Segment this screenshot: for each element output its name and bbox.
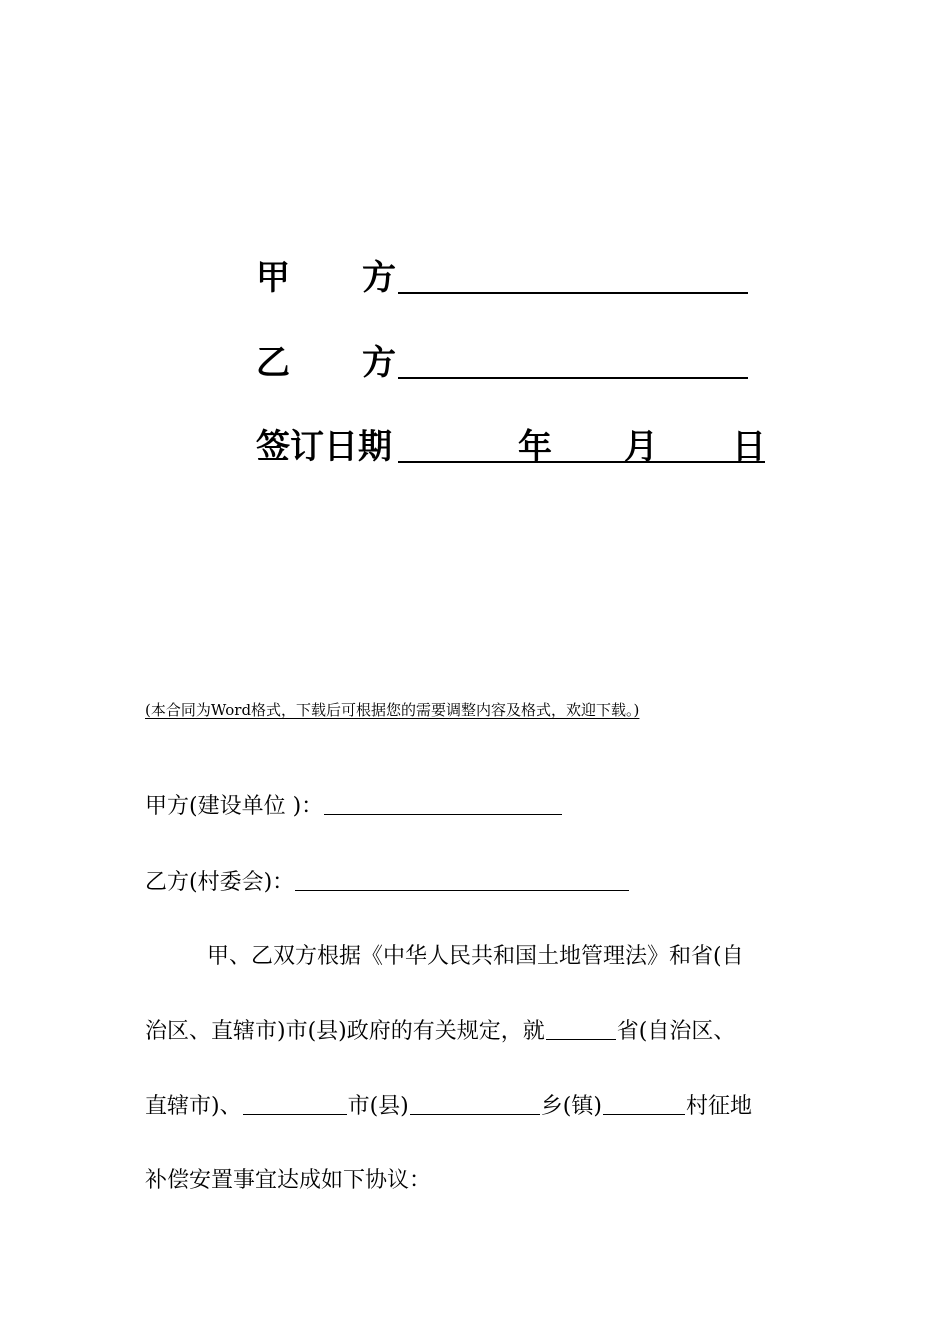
party-b-blank[interactable]: [295, 889, 629, 891]
party-b-label: 乙方(村委会)：: [145, 870, 295, 895]
agreement-line-2-text-b: 省(自治区、: [616, 1019, 736, 1044]
cover-date-day: 日: [732, 427, 766, 467]
cover-party-b-blank[interactable]: [398, 377, 748, 379]
party-a-label: 甲方(建设单位 )：: [145, 794, 324, 819]
agreement-line-4: 补偿安置事宜达成如下协议：: [145, 1168, 432, 1193]
township-blank[interactable]: [410, 1113, 540, 1115]
party-a-line: [145, 792, 563, 822]
cover-date-month: 月: [624, 427, 658, 467]
cover-date-label: 签订日期: [256, 427, 392, 467]
party-a-blank[interactable]: [324, 813, 562, 815]
cover-party-b-char1: 乙: [256, 343, 290, 383]
city-blank[interactable]: [243, 1113, 347, 1115]
agreement-line-2-text-a: 治区、直辖市)市(县)政府的有关规定，就: [145, 1019, 545, 1044]
cover-party-a-char1: 甲: [256, 258, 290, 298]
agreement-line-3-text-d: 村征地: [685, 1094, 752, 1119]
word-format-notice: (本合同为Word格式，下载后可根据您的需要调整内容及格式，欢迎下载。): [145, 701, 640, 719]
agreement-line-3: [145, 1092, 752, 1122]
cover-party-b-char2: 方: [362, 343, 396, 383]
party-b-line: [145, 868, 630, 898]
agreement-line-2: [145, 1017, 735, 1047]
agreement-line-1: 甲、乙双方根据《中华人民共和国土地管理法》和省(自: [207, 944, 744, 969]
cover-party-a-char2: 方: [362, 258, 396, 298]
agreement-line-3-text-c: 乡(镇): [540, 1094, 602, 1119]
cover-date-blank[interactable]: [398, 461, 765, 463]
village-blank[interactable]: [603, 1113, 685, 1115]
cover-party-a-blank[interactable]: [398, 292, 748, 294]
agreement-line-3-text-a: 直辖市)、: [145, 1094, 242, 1119]
cover-date-year: 年: [518, 427, 552, 467]
agreement-line-3-text-b: 市(县): [347, 1094, 409, 1119]
province-blank[interactable]: [546, 1038, 616, 1040]
